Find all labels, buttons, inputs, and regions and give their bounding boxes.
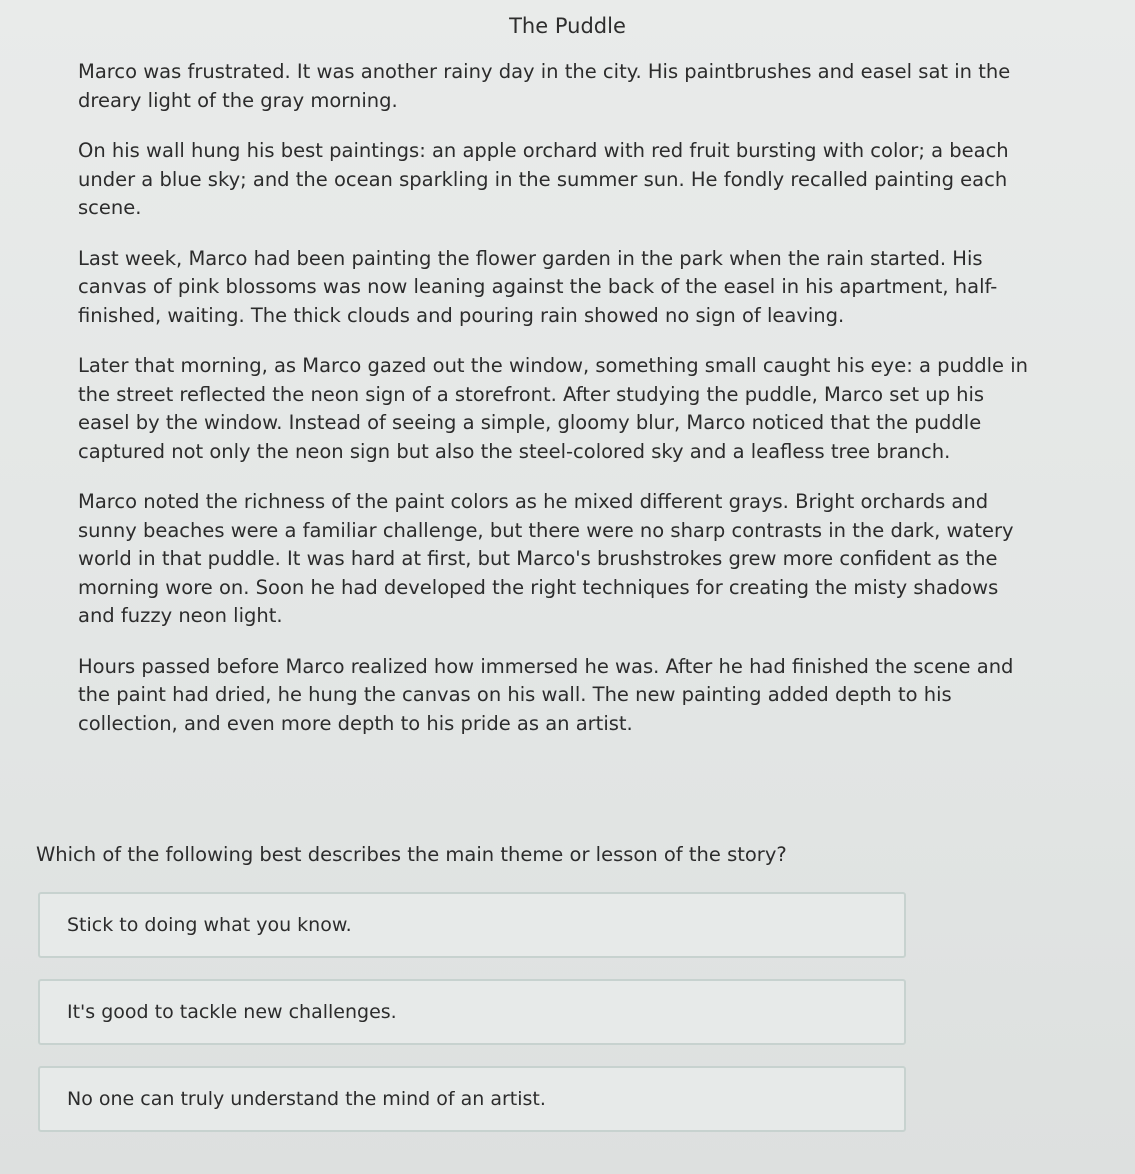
answer-choices (38, 892, 908, 1153)
answer-choice-2[interactable] (38, 979, 906, 1045)
answer-choice-1[interactable] (38, 892, 906, 958)
question-prompt: Which of the following best describes the main theme or lesson of the story? (36, 843, 787, 866)
story-paragraph: Marco was frustrated. It was another rainy day in the city. His paintbrushes and easel sat in the dreary light of the gray morning. (78, 60, 1011, 112)
answer-choice-3[interactable] (38, 1066, 906, 1132)
answer-choice-label: It's good to tackle new challenges. (67, 1001, 397, 1023)
story-title: The Puddle (509, 14, 626, 38)
story-passage (78, 58, 1038, 760)
answer-choice-label: Stick to doing what you know. (67, 914, 352, 936)
story-paragraph: On his wall hung his best paintings: an apple orchard with red fruit bursting with color; a beach under a blue sky; and the ocean sparkling in the summer sun. He fondly recalled painting each scene. (78, 139, 1009, 219)
story-paragraph: Marco noted the richness of the paint colors as he mixed different grays. Bright orchards and sunny beaches were a familiar challenge, but there were no sharp contrasts in the dark, watery world in that puddle. It was hard at first, but Marco's brushstrokes grew more confident as the morning wore on. Soon he had developed the right techniques for creating the misty shadows and fuzzy neon light. (78, 490, 1014, 627)
story-paragraph: Hours passed before Marco realized how immersed he was. After he had finished the scene and the paint had dried, he hung the canvas on his wall. The new painting added depth to his collection, and even more depth to his pride as an artist. (78, 654, 1014, 735)
story-paragraph: Later that morning, as Marco gazed out the window, something small caught his eye: a puddle in the street reflected the neon sign of a storefront. After studying the puddle, Marco set up his easel by the window. Instead of seeing a simple, gloomy blur, Marco noticed that the puddle captured not only the neon sign but also the steel-colored sky and a leafless tree branch. (78, 354, 1029, 463)
answer-choice-label: No one can truly understand the mind of an artist. (67, 1088, 546, 1110)
story-paragraph: Last week, Marco had been painting the flower garden in the park when the rain started. His canvas of pink blossoms was now leaning against the back of the easel in his apartment, half-finished, waiting. The thick clouds and pouring rain showed no sign of leaving. (78, 246, 998, 327)
